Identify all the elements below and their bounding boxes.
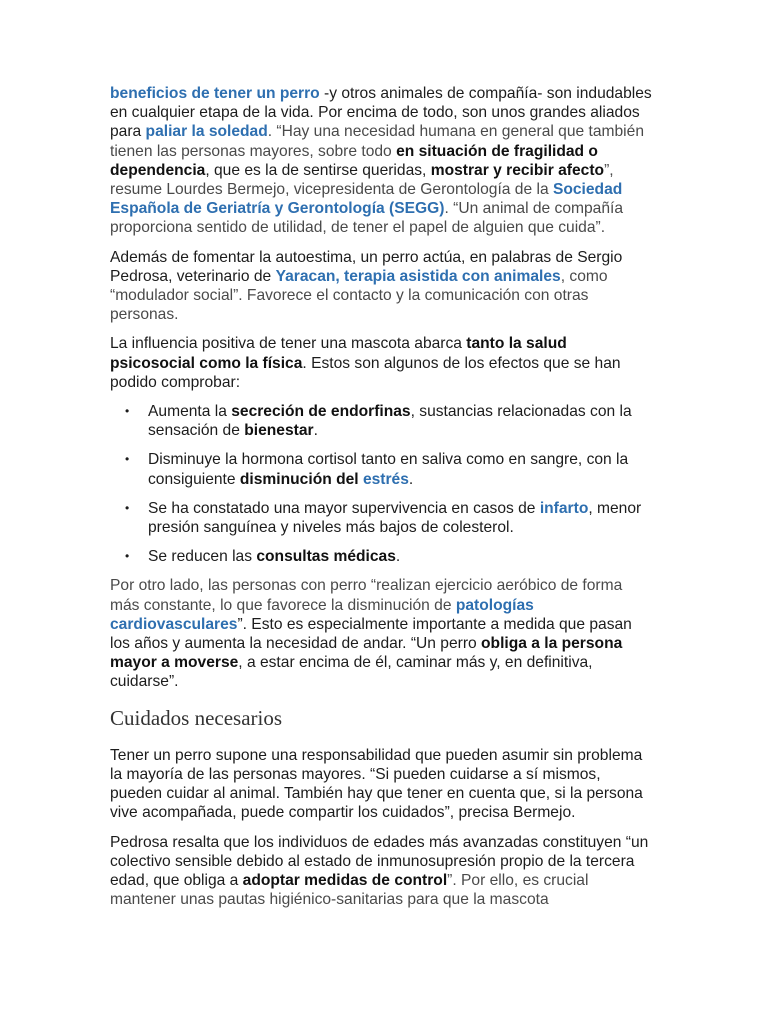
paragraph-ejercicio: Por otro lado, las personas con perro “realizan ejercicio aeróbico de forma más constante, lo que favorece la disminución de patologías cardiovasculares”. Esto es especialmente importante a medida que pasan los años y aumenta la necesidad de andar. “Un perro obliga a la persona mayor a moverse, a estar encima de él, caminar más y, en definitiva, cuidarse”. [110,577,632,691]
link-patologias[interactable]: patologías cardiovasculares [110,596,534,633]
link-infarto[interactable]: infarto [539,499,589,517]
article-body [110,84,655,919]
link-yaracan[interactable]: Yaracan, terapia asistida con animales [275,267,561,285]
section-heading: Cuidados necesarios [110,705,283,730]
link-paliar-soledad[interactable]: paliar la soledad [145,123,268,141]
paragraph-responsabilidad: Tener un perro supone una responsabilidad que pueden asumir sin problema la mayoría de las personas mayores. “Si pueden cuidarse a sí mismos, pueden cuidar al animal. También hay que tener en cuenta que, si la persona vive acompañada, puede compartir los cuidados”, precisa Bermejo. [110,746,643,822]
list-item: • Se ha constatado una mayor supervivencia en casos de infarto, menor presión sanguínea y niveles más bajos de colesterol. [148,499,655,537]
paragraph-pedrosa: Pedrosa resalta que los individuos de edades más avanzadas constituyen “un colectivo sensible debido al estado de inmunosupresión propio de la tercera edad, que obliga a adoptar medidas de control”. Por ello, es crucial mantener unas pautas higiénico-sanitarias para que la mascota [110,833,649,909]
paragraph-modulador: Además de fomentar la autoestima, un perro actúa, en palabras de Sergio Pedrosa, veterinario de Yaracan, terapia asistida con animales, como “modulador social”. Favorece el contacto y la comunicación con otras personas. [110,248,623,324]
list-item: • Se reducen las consultas médicas. [148,547,655,566]
paragraph-influencia: La influencia positiva de tener una mascota abarca tanto la salud psicosocial como la física. Estos son algunos de los efectos que se han podido comprobar: [110,335,621,391]
link-estres[interactable]: estrés [362,470,409,488]
list-item: • Disminuye la hormona cortisol tanto en saliva como en sangre, con la consiguiente disminución del estrés. [148,450,655,488]
paragraph-intro: beneficios de tener un perro -y otros animales de compañía- son indudables en cualquier etapa de la vida. Por encima de todo, son unos grandes aliados para paliar la soledad. “Hay una necesidad humana en general que también tienen las personas mayores, sobre todo en situación de fragilidad o dependencia, que es la de sentirse queridas, mostrar y recibir afecto”, resume Lourdes Bermejo, vicepresidenta de Gerontología de la Sociedad Española de Geriatría y Gerontología (SEGG). “Un animal de compañía proporciona sentido de utilidad, de tener el papel de alguien que cuida”. [110,85,652,237]
list-item: • Aumenta la secreción de endorfinas, sustancias relacionadas con la sensación de bienestar. [148,402,655,440]
link-beneficios[interactable]: beneficios de tener un perro [110,85,320,102]
link-segg[interactable]: Sociedad Española de Geriatría y Gerontología (SEGG) [110,181,623,218]
effects-list [110,402,655,566]
